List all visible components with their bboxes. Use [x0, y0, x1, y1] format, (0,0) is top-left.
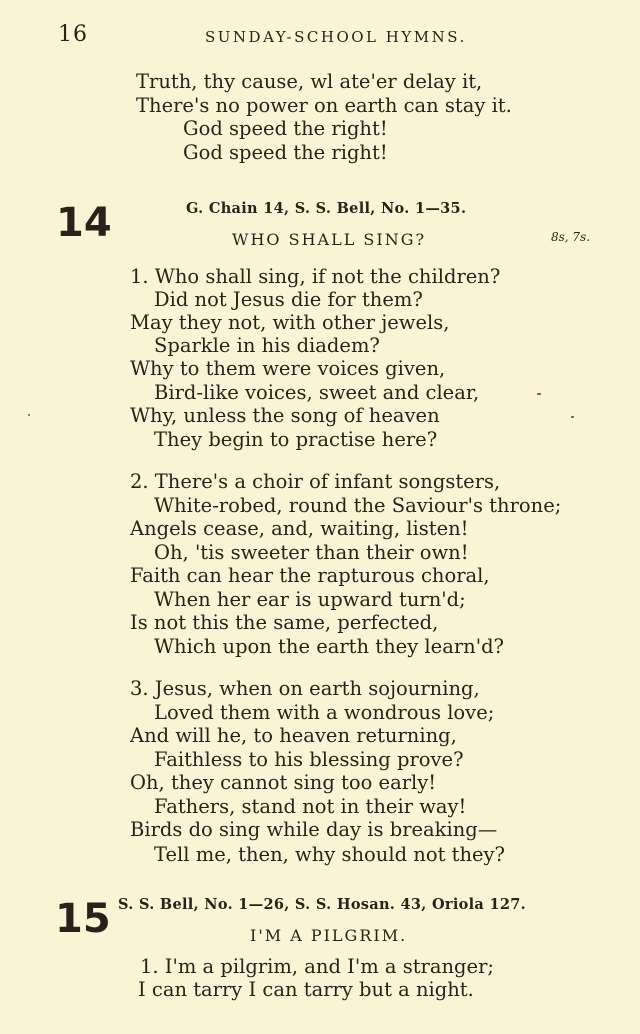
scan-speck	[537, 393, 541, 395]
verse-line: Birds do sing while day is breaking—	[130, 818, 498, 841]
verse-line: Sparkle in his diadem?	[154, 334, 380, 357]
verse-line: Oh, 'tis sweeter than their own!	[154, 541, 469, 564]
verse-line: I can tarry I can tarry but a night.	[138, 978, 474, 1001]
verse-line: Why, unless the song of heaven	[130, 404, 440, 427]
verse-line: When her ear is upward turn'd;	[154, 588, 466, 611]
verse-line: 3. Jesus, when on earth sojourning,	[130, 677, 480, 700]
verse-line: Why to them were voices given,	[130, 357, 446, 380]
tune-reference: S. S. Bell, No. 1—26, S. S. Hosan. 43, Oriola 127.	[118, 896, 526, 913]
verse-line: Which upon the earth they learn'd?	[154, 635, 505, 658]
hymn-title: WHO SHALL SING?	[232, 230, 427, 249]
verse-line: Tell me, then, why should not they?	[154, 843, 506, 866]
verse-line: God speed the right!	[183, 141, 388, 164]
verse-line: Is not this the same, perfected,	[130, 611, 439, 634]
running-title: SUNDAY-SCHOOL HYMNS.	[205, 28, 467, 46]
verse-line: Faithless to his blessing prove?	[154, 748, 464, 771]
verse-line: Truth, thy cause, wl ate'er delay it,	[136, 70, 483, 93]
hymn-number: 15	[55, 896, 111, 942]
verse-line: There's no power on earth can stay it.	[136, 94, 512, 117]
verse-line: Angels cease, and, waiting, listen!	[130, 517, 469, 540]
scan-speck	[571, 416, 574, 418]
verse-line: 1. I'm a pilgrim, and I'm a stranger;	[140, 955, 494, 978]
hymn-number: 14	[56, 200, 112, 246]
page-number: 16	[58, 22, 88, 47]
tune-reference: G. Chain 14, S. S. Bell, No. 1—35.	[186, 200, 467, 217]
hymn-title: I'M A PILGRIM.	[250, 926, 408, 945]
verse-line: Oh, they cannot sing too early!	[130, 771, 437, 794]
verse-line: 1. Who shall sing, if not the children?	[130, 265, 501, 288]
verse-line: Bird-like voices, sweet and clear,	[154, 381, 480, 404]
verse-line: And will he, to heaven returning,	[130, 724, 457, 747]
verse-line: God speed the right!	[183, 117, 388, 140]
verse-line: Faith can hear the rapturous choral,	[130, 564, 490, 587]
verse-line: Did not Jesus die for them?	[154, 288, 423, 311]
verse-line: 2. There's a choir of infant songsters,	[130, 470, 501, 493]
verse-line: Fathers, stand not in their way!	[154, 795, 467, 818]
verse-line: Loved them with a wondrous love;	[154, 701, 495, 724]
scan-speck	[28, 414, 30, 416]
verse-line: They begin to practise here?	[154, 428, 438, 451]
verse-line: May they not, with other jewels,	[130, 311, 450, 334]
verse-line: White-robed, round the Saviour's throne;	[154, 494, 562, 517]
meter-mark: 8s, 7s.	[551, 230, 591, 244]
